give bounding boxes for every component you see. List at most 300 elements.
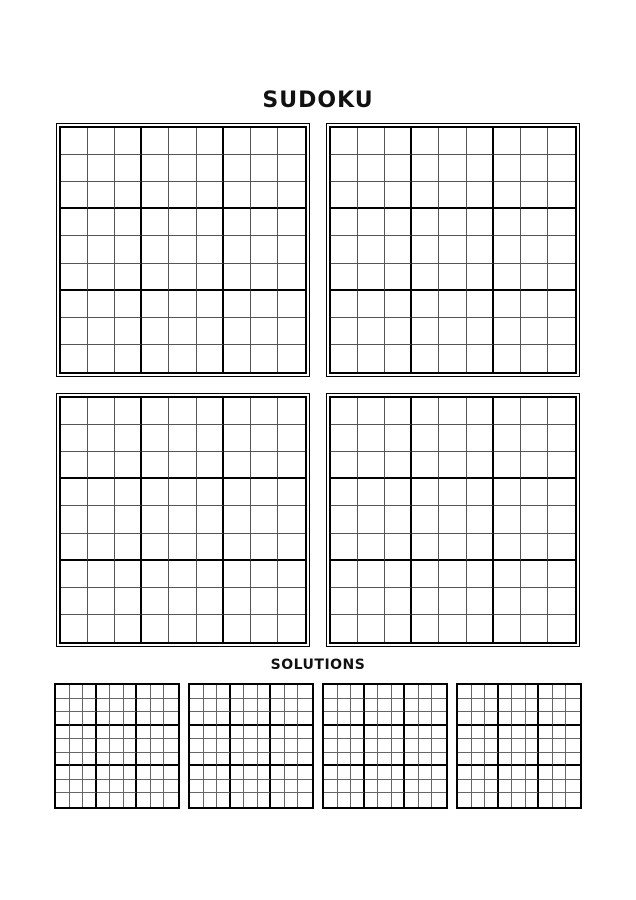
- grid-cell[interactable]: [197, 506, 224, 533]
- grid-cell[interactable]: [278, 561, 305, 588]
- grid-cell[interactable]: [553, 766, 567, 780]
- grid-cell[interactable]: [499, 712, 513, 726]
- grid-cell[interactable]: [324, 726, 338, 740]
- grid-cell[interactable]: [197, 398, 224, 425]
- grid-cell[interactable]: [351, 712, 365, 726]
- grid-cell[interactable]: [224, 209, 251, 236]
- grid-cell[interactable]: [70, 685, 84, 699]
- grid-cell[interactable]: [405, 780, 419, 794]
- grid-cell[interactable]: [331, 291, 358, 318]
- grid-cell[interactable]: [467, 452, 494, 479]
- grid-cell[interactable]: [412, 534, 439, 561]
- grid-cell[interactable]: [331, 264, 358, 291]
- grid-cell[interactable]: [392, 793, 406, 807]
- grid-cell[interactable]: [217, 766, 231, 780]
- grid-cell[interactable]: [419, 766, 433, 780]
- grid-cell[interactable]: [298, 739, 312, 753]
- grid-cell[interactable]: [358, 128, 385, 155]
- grid-cell[interactable]: [548, 479, 575, 506]
- grid-cell[interactable]: [432, 780, 446, 794]
- grid-cell[interactable]: [251, 345, 278, 372]
- grid-cell[interactable]: [231, 712, 245, 726]
- grid-cell[interactable]: [412, 128, 439, 155]
- grid-cell[interactable]: [521, 128, 548, 155]
- grid-cell[interactable]: [61, 588, 88, 615]
- grid-cell[interactable]: [97, 766, 111, 780]
- grid-cell[interactable]: [83, 726, 97, 740]
- grid-cell[interactable]: [88, 291, 115, 318]
- grid-cell[interactable]: [204, 739, 218, 753]
- grid-cell[interactable]: [439, 479, 466, 506]
- grid-cell[interactable]: [169, 615, 196, 642]
- grid-cell[interactable]: [331, 155, 358, 182]
- grid-cell[interactable]: [324, 712, 338, 726]
- grid-cell[interactable]: [494, 128, 521, 155]
- grid-cell[interactable]: [521, 345, 548, 372]
- grid-cell[interactable]: [521, 318, 548, 345]
- grid-cell[interactable]: [338, 793, 352, 807]
- grid-cell[interactable]: [88, 588, 115, 615]
- grid-cell[interactable]: [217, 780, 231, 794]
- grid-cell[interactable]: [244, 793, 258, 807]
- grid-cell[interactable]: [251, 318, 278, 345]
- grid-cell[interactable]: [88, 561, 115, 588]
- grid-cell[interactable]: [56, 780, 70, 794]
- grid-cell[interactable]: [224, 561, 251, 588]
- grid-cell[interactable]: [351, 753, 365, 767]
- grid-cell[interactable]: [365, 793, 379, 807]
- grid-cell[interactable]: [124, 780, 138, 794]
- grid-cell[interactable]: [251, 615, 278, 642]
- grid-cell[interactable]: [115, 534, 142, 561]
- grid-cell[interactable]: [467, 561, 494, 588]
- grid-cell[interactable]: [521, 425, 548, 452]
- grid-cell[interactable]: [458, 712, 472, 726]
- grid-cell[interactable]: [278, 291, 305, 318]
- grid-cell[interactable]: [298, 699, 312, 713]
- grid-cell[interactable]: [97, 739, 111, 753]
- grid-cell[interactable]: [439, 155, 466, 182]
- grid-cell[interactable]: [169, 209, 196, 236]
- grid-cell[interactable]: [539, 753, 553, 767]
- grid-cell[interactable]: [70, 793, 84, 807]
- grid-cell[interactable]: [83, 793, 97, 807]
- grid-cell[interactable]: [61, 615, 88, 642]
- grid-cell[interactable]: [169, 588, 196, 615]
- grid-cell[interactable]: [539, 712, 553, 726]
- grid-cell[interactable]: [224, 452, 251, 479]
- grid-cell[interactable]: [124, 712, 138, 726]
- grid-cell[interactable]: [61, 236, 88, 263]
- grid-cell[interactable]: [419, 726, 433, 740]
- grid-cell[interactable]: [338, 712, 352, 726]
- grid-cell[interactable]: [494, 561, 521, 588]
- grid-cell[interactable]: [217, 712, 231, 726]
- grid-cell[interactable]: [115, 479, 142, 506]
- grid-cell[interactable]: [358, 506, 385, 533]
- grid-cell[interactable]: [338, 699, 352, 713]
- grid-cell[interactable]: [548, 318, 575, 345]
- grid-cell[interactable]: [197, 291, 224, 318]
- grid-cell[interactable]: [324, 685, 338, 699]
- grid-cell[interactable]: [251, 425, 278, 452]
- grid-cell[interactable]: [548, 534, 575, 561]
- grid-cell[interactable]: [298, 780, 312, 794]
- grid-cell[interactable]: [412, 425, 439, 452]
- grid-cell[interactable]: [412, 398, 439, 425]
- grid-cell[interactable]: [512, 793, 526, 807]
- grid-cell[interactable]: [251, 479, 278, 506]
- grid-cell[interactable]: [278, 155, 305, 182]
- grid-cell[interactable]: [142, 534, 169, 561]
- grid-cell[interactable]: [358, 264, 385, 291]
- grid-cell[interactable]: [142, 615, 169, 642]
- grid-cell[interactable]: [97, 726, 111, 740]
- grid-cell[interactable]: [358, 398, 385, 425]
- grid-cell[interactable]: [439, 236, 466, 263]
- grid-cell[interactable]: [548, 345, 575, 372]
- grid-cell[interactable]: [224, 615, 251, 642]
- grid-cell[interactable]: [137, 726, 151, 740]
- grid-cell[interactable]: [278, 182, 305, 209]
- grid-cell[interactable]: [526, 712, 540, 726]
- grid-cell[interactable]: [278, 318, 305, 345]
- grid-cell[interactable]: [548, 209, 575, 236]
- grid-cell[interactable]: [521, 155, 548, 182]
- grid-cell[interactable]: [499, 739, 513, 753]
- grid-cell[interactable]: [521, 209, 548, 236]
- grid-cell[interactable]: [553, 712, 567, 726]
- grid-cell[interactable]: [485, 766, 499, 780]
- grid-cell[interactable]: [566, 793, 580, 807]
- grid-cell[interactable]: [412, 209, 439, 236]
- grid-cell[interactable]: [88, 425, 115, 452]
- grid-cell[interactable]: [512, 726, 526, 740]
- grid-cell[interactable]: [419, 793, 433, 807]
- grid-cell[interactable]: [278, 588, 305, 615]
- grid-cell[interactable]: [472, 726, 486, 740]
- grid-cell[interactable]: [88, 506, 115, 533]
- grid-cell[interactable]: [190, 753, 204, 767]
- grid-cell[interactable]: [224, 588, 251, 615]
- grid-cell[interactable]: [566, 699, 580, 713]
- grid-cell[interactable]: [467, 291, 494, 318]
- grid-cell[interactable]: [197, 615, 224, 642]
- grid-cell[interactable]: [472, 766, 486, 780]
- grid-cell[interactable]: [56, 753, 70, 767]
- grid-cell[interactable]: [494, 479, 521, 506]
- grid-cell[interactable]: [258, 780, 272, 794]
- grid-cell[interactable]: [224, 345, 251, 372]
- grid-cell[interactable]: [115, 398, 142, 425]
- grid-cell[interactable]: [548, 236, 575, 263]
- grid-cell[interactable]: [224, 506, 251, 533]
- grid-cell[interactable]: [439, 452, 466, 479]
- grid-cell[interactable]: [412, 236, 439, 263]
- grid-cell[interactable]: [278, 236, 305, 263]
- grid-cell[interactable]: [251, 561, 278, 588]
- grid-cell[interactable]: [70, 766, 84, 780]
- grid-cell[interactable]: [224, 318, 251, 345]
- grid-cell[interactable]: [485, 780, 499, 794]
- grid-cell[interactable]: [190, 685, 204, 699]
- grid-cell[interactable]: [251, 588, 278, 615]
- grid-cell[interactable]: [137, 739, 151, 753]
- grid-cell[interactable]: [164, 699, 178, 713]
- grid-cell[interactable]: [88, 398, 115, 425]
- grid-cell[interactable]: [405, 753, 419, 767]
- grid-cell[interactable]: [467, 398, 494, 425]
- grid-cell[interactable]: [385, 534, 412, 561]
- grid-cell[interactable]: [142, 345, 169, 372]
- grid-cell[interactable]: [358, 588, 385, 615]
- grid-cell[interactable]: [385, 615, 412, 642]
- grid-cell[interactable]: [419, 685, 433, 699]
- grid-cell[interactable]: [97, 699, 111, 713]
- grid-cell[interactable]: [169, 506, 196, 533]
- grid-cell[interactable]: [278, 128, 305, 155]
- grid-cell[interactable]: [169, 398, 196, 425]
- grid-cell[interactable]: [164, 726, 178, 740]
- grid-cell[interactable]: [385, 506, 412, 533]
- grid-cell[interactable]: [244, 699, 258, 713]
- grid-cell[interactable]: [331, 506, 358, 533]
- grid-cell[interactable]: [521, 561, 548, 588]
- grid-cell[interactable]: [494, 506, 521, 533]
- grid-cell[interactable]: [331, 615, 358, 642]
- grid-cell[interactable]: [97, 780, 111, 794]
- grid-cell[interactable]: [115, 291, 142, 318]
- grid-cell[interactable]: [467, 425, 494, 452]
- grid-cell[interactable]: [526, 780, 540, 794]
- grid-cell[interactable]: [439, 398, 466, 425]
- grid-cell[interactable]: [251, 264, 278, 291]
- grid-cell[interactable]: [385, 236, 412, 263]
- grid-cell[interactable]: [97, 753, 111, 767]
- grid-cell[interactable]: [217, 685, 231, 699]
- grid-cell[interactable]: [358, 561, 385, 588]
- grid-cell[interactable]: [169, 425, 196, 452]
- grid-cell[interactable]: [169, 155, 196, 182]
- grid-cell[interactable]: [110, 726, 124, 740]
- grid-cell[interactable]: [142, 452, 169, 479]
- grid-cell[interactable]: [137, 699, 151, 713]
- grid-cell[interactable]: [499, 766, 513, 780]
- grid-cell[interactable]: [83, 712, 97, 726]
- grid-cell[interactable]: [251, 506, 278, 533]
- grid-cell[interactable]: [499, 780, 513, 794]
- grid-cell[interactable]: [432, 739, 446, 753]
- grid-cell[interactable]: [258, 699, 272, 713]
- grid-cell[interactable]: [439, 128, 466, 155]
- grid-cell[interactable]: [412, 345, 439, 372]
- grid-cell[interactable]: [204, 780, 218, 794]
- grid-cell[interactable]: [365, 712, 379, 726]
- grid-cell[interactable]: [458, 726, 472, 740]
- grid-cell[interactable]: [197, 182, 224, 209]
- grid-cell[interactable]: [385, 318, 412, 345]
- grid-cell[interactable]: [164, 739, 178, 753]
- grid-cell[interactable]: [412, 452, 439, 479]
- grid-cell[interactable]: [412, 318, 439, 345]
- grid-cell[interactable]: [365, 726, 379, 740]
- grid-cell[interactable]: [521, 506, 548, 533]
- grid-cell[interactable]: [385, 398, 412, 425]
- grid-cell[interactable]: [151, 712, 165, 726]
- grid-cell[interactable]: [258, 685, 272, 699]
- grid-cell[interactable]: [197, 561, 224, 588]
- grid-cell[interactable]: [271, 780, 285, 794]
- grid-cell[interactable]: [142, 561, 169, 588]
- grid-cell[interactable]: [331, 318, 358, 345]
- grid-cell[interactable]: [271, 753, 285, 767]
- grid-cell[interactable]: [412, 182, 439, 209]
- grid-cell[interactable]: [115, 264, 142, 291]
- grid-cell[interactable]: [224, 425, 251, 452]
- grid-cell[interactable]: [244, 780, 258, 794]
- grid-cell[interactable]: [548, 398, 575, 425]
- grid-cell[interactable]: [458, 739, 472, 753]
- grid-cell[interactable]: [378, 780, 392, 794]
- grid-cell[interactable]: [88, 452, 115, 479]
- grid-cell[interactable]: [244, 739, 258, 753]
- grid-cell[interactable]: [231, 793, 245, 807]
- grid-cell[interactable]: [251, 534, 278, 561]
- grid-cell[interactable]: [548, 155, 575, 182]
- grid-cell[interactable]: [378, 753, 392, 767]
- grid-cell[interactable]: [271, 766, 285, 780]
- grid-cell[interactable]: [521, 236, 548, 263]
- grid-cell[interactable]: [439, 588, 466, 615]
- grid-cell[interactable]: [61, 534, 88, 561]
- grid-cell[interactable]: [472, 712, 486, 726]
- grid-cell[interactable]: [88, 534, 115, 561]
- grid-cell[interactable]: [548, 182, 575, 209]
- grid-cell[interactable]: [494, 615, 521, 642]
- grid-cell[interactable]: [244, 685, 258, 699]
- grid-cell[interactable]: [521, 398, 548, 425]
- grid-cell[interactable]: [204, 712, 218, 726]
- grid-cell[interactable]: [124, 685, 138, 699]
- grid-cell[interactable]: [197, 236, 224, 263]
- grid-cell[interactable]: [472, 699, 486, 713]
- grid-cell[interactable]: [439, 264, 466, 291]
- grid-cell[interactable]: [271, 726, 285, 740]
- grid-cell[interactable]: [278, 264, 305, 291]
- grid-cell[interactable]: [258, 712, 272, 726]
- grid-cell[interactable]: [378, 712, 392, 726]
- grid-cell[interactable]: [331, 209, 358, 236]
- grid-cell[interactable]: [285, 726, 299, 740]
- grid-cell[interactable]: [197, 155, 224, 182]
- grid-cell[interactable]: [521, 534, 548, 561]
- grid-cell[interactable]: [115, 209, 142, 236]
- grid-cell[interactable]: [278, 479, 305, 506]
- grid-cell[interactable]: [412, 264, 439, 291]
- grid-cell[interactable]: [512, 766, 526, 780]
- grid-cell[interactable]: [458, 780, 472, 794]
- grid-cell[interactable]: [467, 264, 494, 291]
- grid-cell[interactable]: [392, 766, 406, 780]
- grid-cell[interactable]: [566, 766, 580, 780]
- grid-cell[interactable]: [378, 766, 392, 780]
- grid-cell[interactable]: [169, 128, 196, 155]
- grid-cell[interactable]: [365, 780, 379, 794]
- grid-cell[interactable]: [88, 479, 115, 506]
- grid-cell[interactable]: [110, 753, 124, 767]
- grid-cell[interactable]: [142, 209, 169, 236]
- grid-cell[interactable]: [385, 209, 412, 236]
- grid-cell[interactable]: [472, 685, 486, 699]
- grid-cell[interactable]: [365, 739, 379, 753]
- grid-cell[interactable]: [467, 155, 494, 182]
- grid-cell[interactable]: [358, 452, 385, 479]
- grid-cell[interactable]: [151, 780, 165, 794]
- grid-cell[interactable]: [61, 155, 88, 182]
- grid-cell[interactable]: [115, 588, 142, 615]
- grid-cell[interactable]: [169, 345, 196, 372]
- grid-cell[interactable]: [458, 766, 472, 780]
- grid-cell[interactable]: [197, 588, 224, 615]
- grid-cell[interactable]: [494, 398, 521, 425]
- grid-cell[interactable]: [351, 739, 365, 753]
- grid-cell[interactable]: [512, 780, 526, 794]
- grid-cell[interactable]: [115, 561, 142, 588]
- grid-cell[interactable]: [539, 766, 553, 780]
- grid-cell[interactable]: [324, 753, 338, 767]
- grid-cell[interactable]: [137, 753, 151, 767]
- grid-cell[interactable]: [142, 264, 169, 291]
- grid-cell[interactable]: [278, 425, 305, 452]
- grid-cell[interactable]: [151, 793, 165, 807]
- grid-cell[interactable]: [56, 699, 70, 713]
- grid-cell[interactable]: [485, 793, 499, 807]
- grid-cell[interactable]: [521, 264, 548, 291]
- grid-cell[interactable]: [231, 726, 245, 740]
- grid-cell[interactable]: [137, 685, 151, 699]
- grid-cell[interactable]: [378, 699, 392, 713]
- grid-cell[interactable]: [358, 534, 385, 561]
- grid-cell[interactable]: [324, 780, 338, 794]
- grid-cell[interactable]: [548, 425, 575, 452]
- grid-cell[interactable]: [439, 345, 466, 372]
- grid-cell[interactable]: [61, 209, 88, 236]
- grid-cell[interactable]: [169, 534, 196, 561]
- grid-cell[interactable]: [405, 685, 419, 699]
- grid-cell[interactable]: [271, 739, 285, 753]
- grid-cell[interactable]: [566, 753, 580, 767]
- grid-cell[interactable]: [412, 155, 439, 182]
- grid-cell[interactable]: [56, 726, 70, 740]
- grid-cell[interactable]: [494, 345, 521, 372]
- grid-cell[interactable]: [56, 712, 70, 726]
- grid-cell[interactable]: [258, 726, 272, 740]
- grid-cell[interactable]: [164, 766, 178, 780]
- grid-cell[interactable]: [204, 753, 218, 767]
- grid-cell[interactable]: [251, 452, 278, 479]
- grid-cell[interactable]: [217, 753, 231, 767]
- grid-cell[interactable]: [151, 699, 165, 713]
- grid-cell[interactable]: [566, 739, 580, 753]
- grid-cell[interactable]: [385, 155, 412, 182]
- grid-cell[interactable]: [494, 264, 521, 291]
- grid-cell[interactable]: [405, 739, 419, 753]
- grid-cell[interactable]: [405, 793, 419, 807]
- grid-cell[interactable]: [539, 780, 553, 794]
- grid-cell[interactable]: [88, 155, 115, 182]
- grid-cell[interactable]: [432, 685, 446, 699]
- grid-cell[interactable]: [385, 452, 412, 479]
